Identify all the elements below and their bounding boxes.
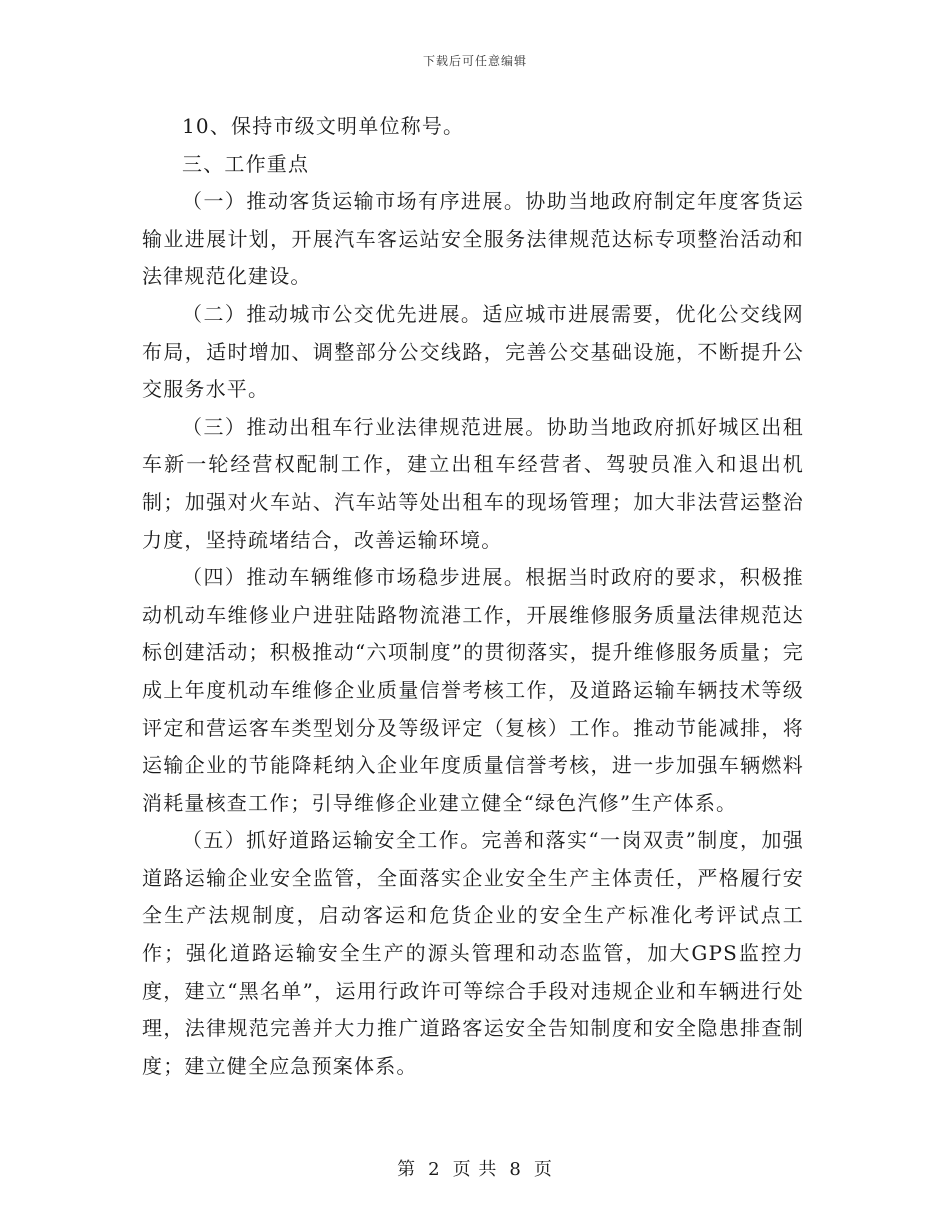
current-page-number: 2 [428,1159,441,1180]
page-footer [0,1155,950,1181]
paragraph-passenger-freight: （一）推动客货运输市场有序进展。协助当地政府制定年度客货运输业进展计划，开展汽车客运站安全服务法律规范达标专项整治活动和法律规范化建设。 [142,189,804,289]
document-body [142,108,804,1085]
paragraph-taxi-industry: （三）推动出租车行业法律规范进展。协助当地政府抓好城区出租车新一轮经营权配制工作，建立出租车经营者、驾驶员准入和退出机制；加强对火车站、汽车站等处出租车的现场管理；加大非法营运整治力度，坚持疏堵结合，改善运输环境。 [142,414,804,552]
paragraph-vehicle-repair: （四）推动车辆维修市场稳步进展。根据当时政府的要求，积极推动机动车维修业户进驻陆路物流港工作，开展维修服务质量法律规范达标创建活动；积极推动“六项制度”的贯彻落实，提升维修服务质量；完成上年度机动车维修企业质量信誉考核工作，及道路运输车辆技术等级评定和营运客车类型划分及等级评定（复核）工作。推动节能减排，将运输企业的节能降耗纳入企业年度质量信誉考核，进一步加强车辆燃料消耗量核查工作；引导维修企业建立健全“绿色汽修”生产体系。 [142,565,804,815]
footer-middle: 页 共 [452,1159,498,1180]
paragraph-item-10: 10、保持市级文明单位称号。 [182,114,465,138]
paragraph-public-transit: （二）推动城市公交优先进展。适应城市进展需要，优化公交线网布局，适时增加、调整部分公交线路，完善公交基础设施，不断提升公交服务水平。 [142,301,804,402]
footer-suffix: 页 [533,1159,553,1180]
footer-prefix: 第 [397,1159,417,1180]
paragraph-road-safety: （五）抓好道路运输安全工作。完善和落实“一岗双责”制度，加强道路运输企业安全监管，全面落实企业安全生产主体责任，严格履行安全生产法规制度，启动客运和危货企业的安全生产标准化考评试点工作；强化道路运输安全生产的源头管理和动态监管，加大GPS监控力度，建立“黑名单”，运用行政许可等综合手段对违规企业和车辆进行处理，法律规范完善并大力推广道路客运安全告知制度和安全隐患排查制度；建立健全应急预案体系。 [142,828,804,1078]
section-heading-work-focus: 三、工作重点 [182,151,310,176]
page-header-note: 下载后可任意编辑 [422,54,527,68]
total-page-count: 8 [509,1159,522,1180]
